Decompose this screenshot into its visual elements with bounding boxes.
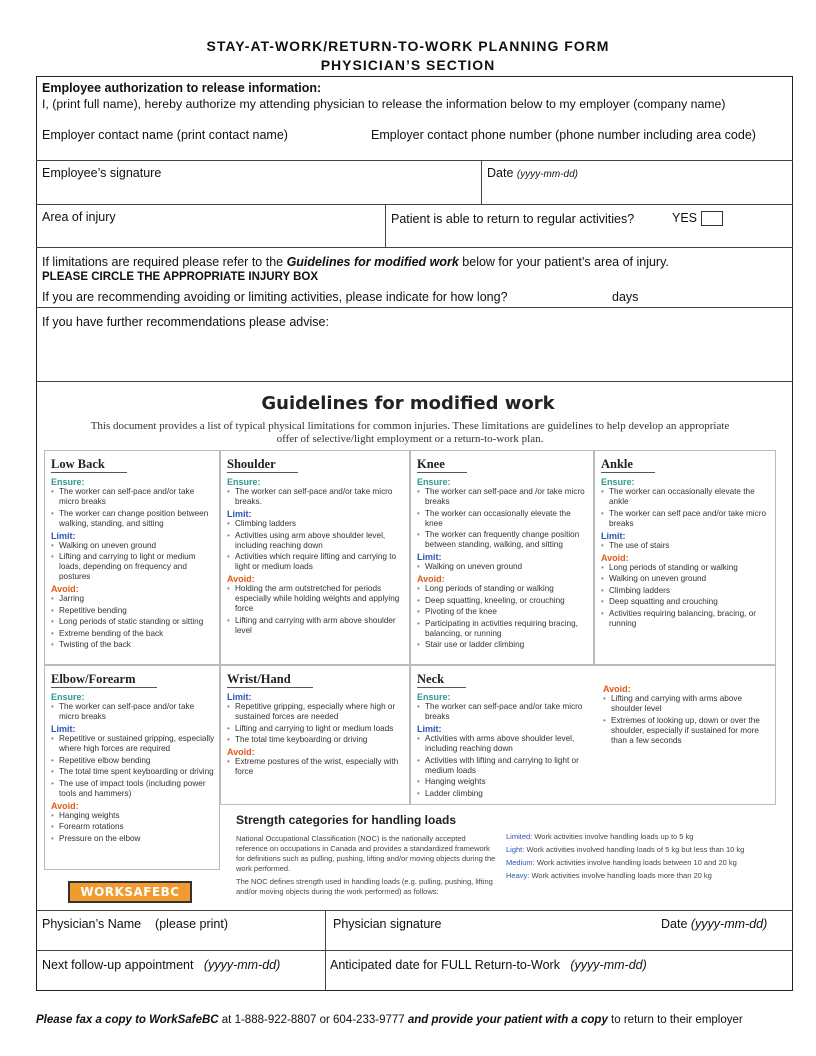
avoid-label: Avoid: (227, 574, 255, 584)
guidelines-title: Guidelines for modified work (261, 393, 555, 414)
physician-name-field[interactable] (42, 917, 228, 931)
list-item: • Repetitive gripping, especially where high or sustained forces are needed (227, 702, 405, 722)
fax-instruction (36, 1014, 743, 1026)
strength-paragraph: National Occupational Classification (NOC) is the nationally accepted reference on occupations in Canada and provides a standardized framework for definitions such as pulling, pushing, lifting and/or moving objects during the work performed. (236, 834, 496, 873)
physician-name-label: Physician’s Name (42, 917, 142, 931)
avoid-list (603, 694, 771, 746)
avoid-list (227, 584, 405, 636)
list-item: • Activities with arms above shoulder level, including reaching down (417, 734, 597, 754)
avoid-list (227, 757, 405, 777)
divider (36, 247, 793, 248)
list-item: • Walking on uneven ground (601, 574, 771, 584)
list-item: • Ladder climbing (417, 789, 597, 799)
list-item: • Lifting and carrying with arms above shoulder level (603, 694, 771, 714)
yes-checkbox[interactable] (701, 211, 723, 226)
list-item: • Activities using arm above shoulder level, including reaching down (227, 531, 405, 551)
wrist-hand-box[interactable] (220, 665, 410, 805)
authorization-heading: Employee authorization to release information: (42, 81, 322, 95)
ensure-list (51, 702, 215, 722)
limit-label: Limit: (227, 509, 252, 519)
ensure-label: Ensure: (601, 477, 635, 487)
guidelines-reference: Guidelines for modified work (286, 255, 459, 269)
days-label: days (612, 290, 639, 304)
avoid-list (417, 584, 589, 650)
list-item: • The worker can change position between walking, standing, and sitting (51, 509, 215, 529)
list-item: • Jarring (51, 594, 215, 604)
shoulder-box[interactable] (220, 450, 410, 665)
neck-box[interactable] (410, 665, 776, 805)
divider (481, 160, 482, 204)
ensure-label: Ensure: (417, 477, 451, 487)
limit-label: Limit: (51, 724, 76, 734)
list-item: • Extreme bending of the back (51, 629, 215, 639)
limit-list (227, 702, 405, 745)
panel-title: Neck (417, 672, 466, 688)
yes-label: YES (672, 211, 698, 225)
list-item: • The worker can self-pace and/or take micro breaks. (227, 487, 405, 507)
employer-contact-name-label: Employer contact name (print contact name) (42, 128, 288, 142)
full-return-date-field[interactable] (330, 958, 647, 972)
limit-label: Limit: (51, 530, 76, 541)
strength-categories (506, 832, 776, 884)
avoid-list (601, 563, 771, 629)
limit-label: Limit: (417, 552, 442, 562)
date-format: (yyyy-mm-dd) (690, 917, 768, 931)
strength-paragraph: The NOC defines strength used in handling loads (e.g. pulling, pushing, lifting and/or moving objects during the work performed) as follows: (236, 877, 493, 896)
ensure-list (417, 487, 589, 550)
strength-title: Strength categories for handling loads (236, 813, 457, 827)
followup-appointment-field[interactable] (42, 958, 280, 972)
followup-label: Next follow-up appointment (42, 958, 194, 972)
physician-name-hint: (please print) (155, 917, 228, 931)
panel-title: Low Back (51, 457, 127, 473)
list-item: • The worker can occasionally elevate the ankle (601, 487, 771, 507)
category-name: Heavy: (506, 871, 530, 880)
list-item: • Activities requiring balancing, bracing, or running (601, 609, 771, 629)
duration-question: If you are recommending avoiding or limiting activities, please indicate for how long? (42, 290, 508, 304)
date-label: Date (661, 917, 688, 931)
list-item: • Hanging weights (51, 811, 215, 821)
ensure-list (227, 487, 405, 507)
limit-label: Limit: (417, 724, 442, 734)
avoid-label: Avoid: (51, 584, 79, 594)
list-item: • Hanging weights (417, 777, 597, 787)
list-item: • Long periods of standing or walking (417, 584, 589, 594)
ensure-label: Ensure: (417, 692, 451, 702)
list-item: • The worker can self pace and/or take micro breaks (601, 509, 771, 529)
list-item: • Repetitive bending (51, 606, 215, 616)
ensure-list (51, 487, 215, 529)
limit-label: Limit: (227, 692, 252, 702)
logo-text: WORKSAFEBC (80, 885, 180, 899)
list-item: • Twisting of the back (51, 640, 215, 650)
employee-date-field[interactable] (487, 166, 578, 180)
list-item: • Stair use or ladder climbing (417, 640, 589, 650)
list-item: • Long periods of static standing or sitting (51, 617, 215, 627)
date-format: (yyyy-mm-dd) (516, 169, 578, 180)
worksafebc-logo (68, 881, 192, 903)
list-item: • Forearm rotations (51, 822, 215, 832)
limitations-text: If limitations are required please refer to the (42, 255, 287, 269)
divider (36, 910, 793, 911)
elbow-forearm-box[interactable] (44, 665, 220, 870)
list-item: • Extremes of looking up, down or over the shoulder, especially if sustained for more than a few seconds (603, 716, 771, 746)
list-item: • Participating in activities requiring bracing, balancing, or running (417, 619, 589, 639)
list-item: • Deep squatting and crouching (601, 597, 771, 607)
list-item: • Repetitive elbow bending (51, 756, 215, 766)
physician-date-field[interactable] (661, 917, 767, 931)
ensure-list (601, 487, 771, 529)
list-item: • Activities which require lifting and carrying to light or medium loads (227, 552, 405, 572)
list-item: • The worker can self-pace and/or take micro breaks (51, 487, 215, 507)
rtw-label: Anticipated date for FULL Return-to-Work (330, 958, 560, 972)
limitations-text: below for your patient’s area of injury. (458, 255, 669, 269)
limit-list (417, 734, 597, 799)
category-text: Work activities involved handling loads of 5 kg but less than 10 kg (526, 845, 745, 854)
list-item: • Climbing ladders (227, 519, 405, 529)
footer-text: and provide your patient with a copy (407, 1014, 608, 1026)
ensure-label: Ensure: (51, 477, 85, 487)
limit-label: Limit: (601, 530, 626, 541)
recommendations-field[interactable]: If you have further recommendations please advise: (42, 315, 329, 329)
avoid-list (51, 594, 215, 650)
divider (36, 160, 793, 161)
category-text: Work activities involve handling loads up to 5 kg (534, 832, 694, 841)
list-item: • Walking on uneven ground (51, 541, 215, 551)
divider (36, 204, 793, 205)
form-subtitle: PHYSICIAN’S SECTION (320, 57, 496, 73)
panel-title: Wrist/Hand (227, 672, 313, 688)
list-item: • The total time keyboarding or driving (227, 735, 405, 745)
list-item: • Deep squatting, kneeling, or crouching (417, 596, 589, 606)
panel-title: Ankle (601, 457, 655, 473)
limit-list (51, 734, 215, 799)
yes-option[interactable] (672, 211, 723, 226)
list-item: • Holding the arm outstretched for periods especially while holding weights and applying force (227, 584, 405, 614)
list-item: • Lifting and carrying to light or medium loads, depending on frequency and postures (51, 552, 215, 582)
category-text: Work activities involve handling loads more than 20 kg (531, 871, 712, 880)
divider (36, 950, 793, 951)
category-name: Limited: (506, 832, 533, 841)
rtw-format: (yyyy-mm-dd) (570, 958, 647, 972)
followup-format: (yyyy-mm-dd) (203, 958, 281, 972)
avoid-label: Avoid: (227, 747, 255, 757)
list-item: • The worker can self-pace and/or take micro breaks (417, 702, 597, 722)
limit-list (601, 541, 771, 551)
avoid-label: Avoid: (417, 574, 445, 584)
list-item: • Lifting and carrying with arm above shoulder level (227, 616, 405, 636)
authorization-statement: I, (print full name), hereby authorize my attending physician to release the information below to my employer (company name) (42, 97, 726, 111)
physician-signature-field[interactable]: Physician signature (333, 917, 442, 931)
ankle-box[interactable] (594, 450, 776, 665)
knee-box[interactable] (410, 450, 594, 665)
panel-title: Elbow/Forearm (51, 672, 157, 688)
category-name: Medium: (506, 858, 535, 867)
ensure-label: Ensure: (51, 692, 85, 702)
list-item: • The worker can occasionally elevate the knee (417, 509, 589, 529)
limit-list (417, 562, 589, 572)
list-item: • The use of impact tools (including power tools and hammers) (51, 779, 215, 799)
limitations-instruction (42, 255, 669, 269)
guidelines-description: This document provides a list of typical physical limitations for common injuries. These limitations are guidelines to help develop an appropriate offer of selective/light employment or a return-to-work plan. (90, 420, 730, 445)
low-back-box[interactable] (44, 450, 220, 665)
divider (385, 204, 386, 247)
strength-category (506, 845, 776, 855)
list-item: • Long periods of standing or walking (601, 563, 771, 573)
panel-title: Shoulder (227, 457, 298, 473)
avoid-list (51, 811, 215, 844)
list-item: • Climbing ladders (601, 586, 771, 596)
area-of-injury-field[interactable]: Area of injury (42, 210, 116, 224)
limit-list (227, 519, 405, 572)
ensure-label: Ensure: (227, 477, 261, 487)
employee-signature-field[interactable]: Employee’s signature (42, 166, 162, 180)
ensure-list (417, 702, 597, 722)
strength-category (506, 871, 776, 881)
strength-category (506, 858, 776, 868)
strength-body (236, 834, 498, 897)
avoid-label: Avoid: (601, 552, 629, 563)
list-item: • The use of stairs (601, 541, 771, 551)
list-item: • Pressure on the elbow (51, 834, 215, 844)
footer-text: at 1-888-922-8807 or 604-233-9777 (218, 1014, 408, 1026)
footer-text: Please fax a copy to WorkSafeBC (36, 1014, 219, 1026)
limit-list (51, 541, 215, 583)
return-question: Patient is able to return to regular activities? (391, 212, 635, 226)
circle-instruction: PLEASE CIRCLE THE APPROPRIATE INJURY BOX (42, 271, 319, 283)
list-item: • Extreme postures of the wrist, especially with force (227, 757, 405, 777)
list-item: • The worker can self-pace and/or take micro breaks (51, 702, 215, 722)
list-item: • Activities with lifting and carrying to light or medium loads (417, 756, 597, 776)
form-title: STAY-AT-WORK/RETURN-TO-WORK PLANNING FORM (206, 38, 610, 54)
list-item: • Walking on uneven ground (417, 562, 589, 572)
panel-title: Knee (417, 457, 467, 473)
divider (36, 307, 793, 308)
divider (36, 381, 793, 382)
category-name: Light: (506, 845, 525, 854)
date-label: Date (487, 166, 514, 180)
employer-contact-phone-label: Employer contact phone number (phone number including area code) (371, 128, 756, 142)
list-item: • Repetitive or sustained gripping, especially where high forces are required (51, 734, 215, 754)
list-item: • The worker can self-pace and /or take micro breaks (417, 487, 589, 507)
strength-category (506, 832, 776, 842)
list-item: • Pivoting of the knee (417, 607, 589, 617)
list-item: • The total time spent keyboarding or driving (51, 767, 215, 777)
avoid-label: Avoid: (603, 684, 631, 694)
footer-text: to return to their employer (607, 1014, 743, 1026)
list-item: • The worker can frequently change position between standing, walking, and sitting (417, 530, 589, 550)
category-text: Work activities involve handling loads between 10 and 20 kg (536, 858, 737, 867)
list-item: • Lifting and carrying to light or medium loads (227, 724, 405, 734)
avoid-label: Avoid: (51, 800, 79, 811)
